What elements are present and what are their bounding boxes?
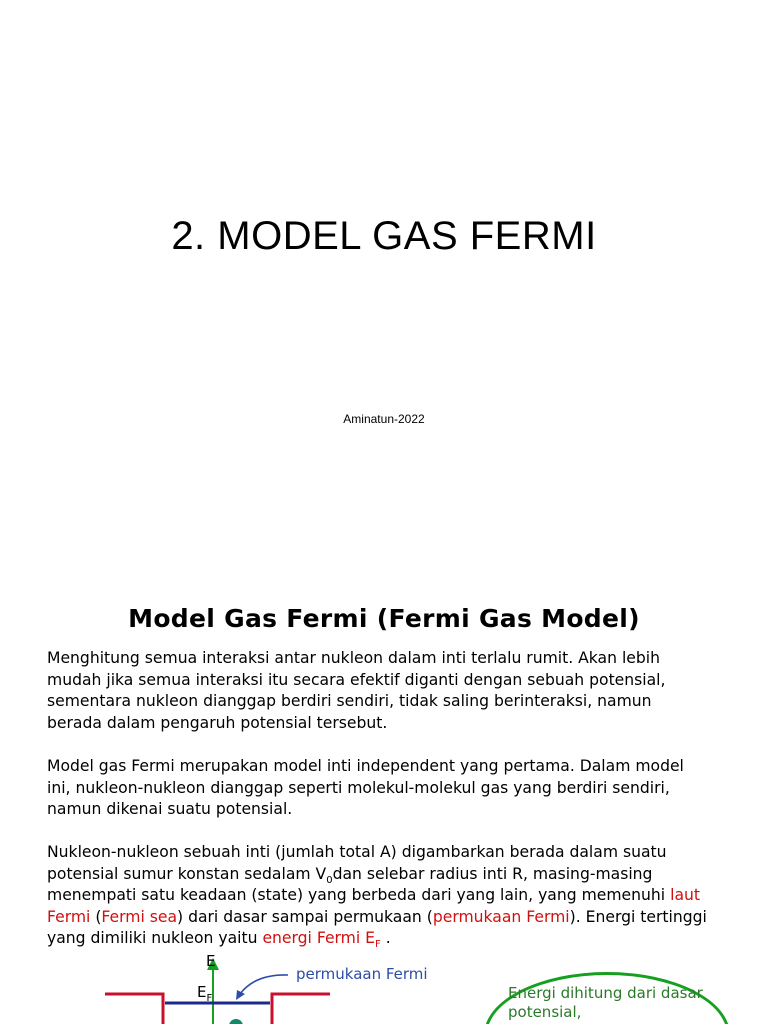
para3-text-6: . [380, 929, 391, 947]
v0-subscript: 0 [326, 874, 333, 886]
callout-text: Energi dihitung dari dasar potensial, [508, 984, 703, 1021]
fermi-sea-term: Fermi sea [101, 907, 178, 926]
potential-well-right [272, 994, 330, 1024]
paragraph-3 [47, 842, 707, 950]
paragraph-2: Model gas Fermi merupakan model inti independent yang pertama. Dalam model ini, nukleon-nukleon dianggap seperti molekul-molekul gas yang berdiri sendiri, namun dikenai suatu potensial. [47, 757, 684, 818]
para3-text-1: Nukleon-nukleon sebuah inti (jumlah total A) digambarkan berada dalam suatu potensial sumur konstan sedalam V [47, 843, 667, 883]
content-slide [0, 580, 768, 1024]
slide-title: 2. MODEL GAS FERMI [171, 214, 597, 258]
ef-label-text: E [197, 983, 207, 1001]
ef-label-subscript: F [206, 993, 213, 1004]
permukaan-fermi-term: permukaan Fermi [432, 907, 570, 926]
energi-fermi-term [262, 929, 381, 951]
fermi-surface-label: permukaan Fermi [296, 965, 428, 983]
energi-fermi-text: energi Fermi E [262, 929, 376, 947]
para3-text-4: ) dari dasar sampai permukaan ( [177, 907, 433, 926]
nucleon-dot [229, 1019, 243, 1024]
author-label: Aminatun-2022 [343, 412, 425, 426]
paragraph-1: Menghitung semua interaksi antar nukleon dalam inti terlalu rumit. Akan lebih mudah jika semua interaksi itu secara efektif diganti dengan sebuah potensial, sementara nukleon dianggap berdiri sendiri, tidak saling berinteraksi, namun berada dalam pengaruh potensial tersebut. [47, 649, 666, 732]
laut-fermi-term: laut Fermi [47, 886, 700, 926]
surface-arrowhead [236, 990, 245, 1000]
potential-well [105, 994, 163, 1024]
energy-axis-label: E [206, 952, 216, 970]
ef-subscript: F [375, 939, 381, 951]
fermi-energy-label [197, 983, 213, 1004]
para3-text-5: ). Energi tertinggi yang dimiliki nukleon yaitu [47, 907, 707, 947]
para3-text-2: dan selebar radius inti R, masing-masing menempati satu keadaan (state) yang berbeda dari yang lain, yang memenuhi [47, 864, 671, 904]
para3-text-3: ( [90, 907, 102, 926]
surface-arrow [240, 975, 288, 994]
slide-heading: Model Gas Fermi (Fermi Gas Model) [128, 604, 640, 633]
